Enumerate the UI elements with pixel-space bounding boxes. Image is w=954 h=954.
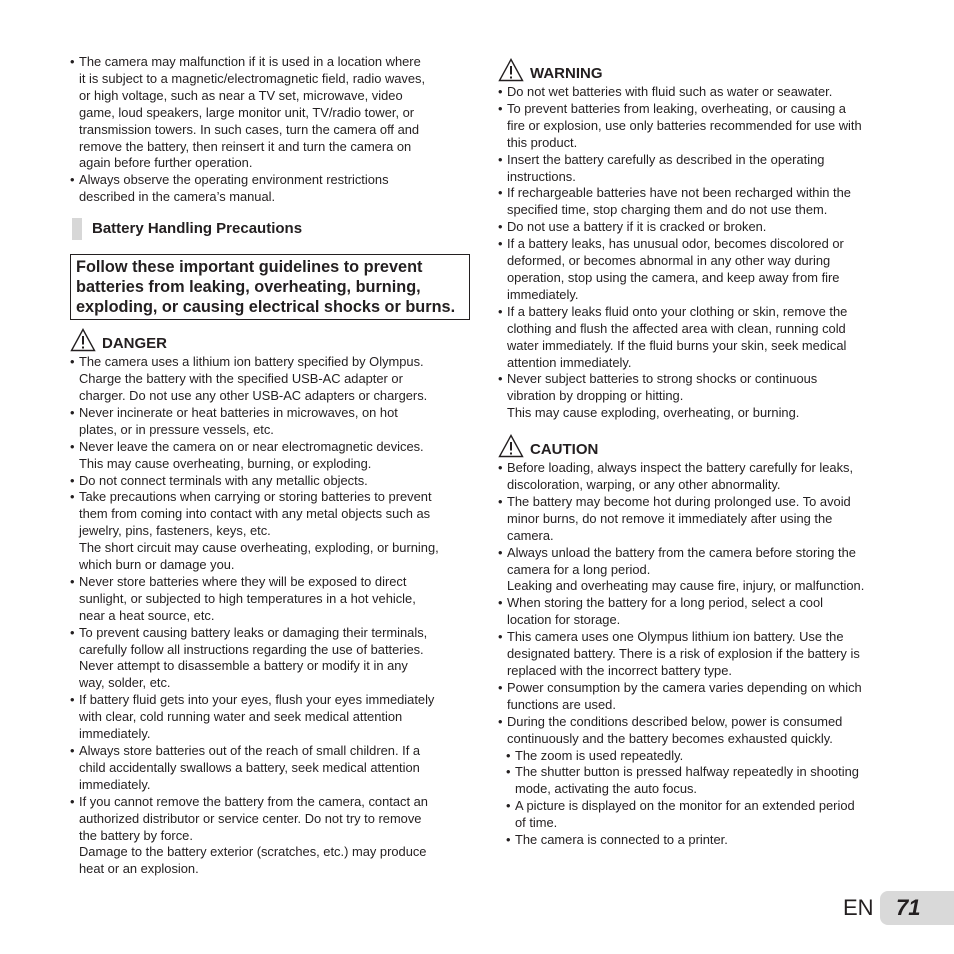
text-line: immediately.: [79, 726, 151, 742]
text-line: deformed, or becomes abnormal in any other way during: [507, 253, 831, 269]
text-line: • Always observe the operating environment restrictions: [79, 172, 389, 188]
list-item: [498, 680, 902, 714]
list-item: [498, 101, 902, 152]
list-item: [498, 629, 902, 680]
text-line: specified time, stop charging them and do not use them.: [507, 202, 828, 218]
text-line: • Do not wet batteries with fluid such as water or seawater.: [507, 84, 833, 99]
list-item: [498, 236, 902, 304]
list-item: [498, 371, 902, 405]
text-line: The short circuit may cause overheating, exploding, or burning,: [79, 540, 439, 556]
text-line: • To prevent batteries from leaking, overheating, or causing a: [507, 100, 846, 116]
text-line: • Take precautions when carrying or storing batteries to prevent: [79, 489, 432, 505]
text-line: way, solder, etc.: [79, 675, 171, 691]
list-item: [70, 54, 472, 172]
list-item: [506, 764, 902, 798]
page-footer: [843, 891, 954, 925]
warning-heading: [498, 58, 902, 84]
text-line: which burn or damage you.: [79, 557, 235, 573]
danger-title: DANGER: [102, 335, 168, 353]
text-line: • The battery may become hot during prolonged use. To avoid: [507, 493, 851, 509]
text-line: fire or explosion, use only batteries recommended for use with: [507, 117, 862, 133]
list-item: [498, 460, 902, 494]
text-line: location for storage.: [507, 612, 621, 628]
text-line: jewelry, pins, fasteners, keys, etc.: [79, 523, 271, 539]
text-line: • If you cannot remove the battery from the camera, contact an: [79, 793, 428, 809]
text-line: • The camera uses a lithium ion battery specified by Olympus.: [79, 354, 424, 370]
text-line: water immediately. If the fluid burns your skin, seek medical: [507, 337, 847, 353]
text-line: authorized distributor or service center. Do not try to remove: [79, 810, 422, 826]
list-item: [498, 84, 902, 101]
text-line: camera.: [507, 527, 554, 543]
text-line: or high voltage, such as near a TV set, microwave, video: [79, 87, 403, 103]
important-line: Follow these important guidelines to prevent: [76, 258, 423, 277]
text-line: immediately.: [79, 776, 151, 792]
list-item: [498, 545, 902, 579]
text-line: • If rechargeable batteries have not been recharged within the: [507, 185, 851, 201]
text-line: • When storing the battery for a long period, select a cool: [507, 595, 823, 611]
list-item: [70, 172, 472, 206]
section-heading: [70, 218, 472, 242]
text-line: minor burns, do not remove it immediately after using the: [507, 510, 833, 526]
text-line: • The camera may malfunction if it is used in a location where: [79, 54, 421, 69]
text-line: This may cause overheating, burning, or exploding.: [79, 455, 372, 471]
text-line: clothing and flush the affected area with clean, running cold: [507, 320, 846, 336]
text-line: continuously and the battery becomes exhausted quickly.: [507, 730, 833, 746]
text-line: • Always unload the battery from the camera before storing the: [507, 544, 856, 560]
text-line: camera for a long period.: [507, 561, 651, 577]
text-line: • Before loading, always inspect the battery carefully for leaks,: [507, 460, 854, 476]
text-line: • The shutter button is pressed halfway repeatedly in shooting: [515, 764, 859, 780]
text-line: • If battery fluid gets into your eyes, flush your eyes immediately: [79, 692, 435, 708]
text-line: remove the battery, then reinsert it and turn the camera on: [79, 138, 412, 154]
list-item: [506, 832, 902, 849]
important-guidelines-box: [70, 254, 470, 320]
list-item: [70, 794, 472, 845]
list-item: [70, 473, 472, 490]
list-item: [70, 405, 472, 439]
text-line: Damage to the battery exterior (scratches, etc.) may produce: [79, 844, 427, 860]
right-column: [498, 54, 902, 849]
text-line: with clear, cold running water and seek medical attention: [79, 709, 403, 725]
important-line: batteries from leaking, overheating, burning,: [76, 278, 421, 297]
text-line: • Always store batteries out of the reach of small children. If a: [79, 743, 421, 758]
list-item: [70, 354, 472, 405]
section-marker-bar: [72, 218, 82, 240]
danger-heading: [70, 328, 472, 354]
list-item: [498, 219, 902, 236]
text-line: • A picture is displayed on the monitor for an extended period: [515, 798, 855, 814]
text-line: • The zoom is used repeatedly.: [515, 747, 684, 763]
text-line: • If a battery leaks, has unusual odor, becomes discolored or: [507, 236, 844, 252]
text-line: again before further operation.: [79, 155, 253, 171]
note-text: [70, 540, 472, 574]
text-line: • Never subject batteries to strong shocks or continuous: [507, 371, 818, 387]
text-line: • Do not connect terminals with any metallic objects.: [79, 472, 368, 488]
page-number-tab: [880, 891, 954, 925]
intro-bullet-list: [70, 54, 472, 206]
note-text: [70, 844, 472, 878]
list-item: [498, 185, 902, 219]
text-line: • Never leave the camera on or near electromagnetic devices.: [79, 438, 424, 454]
text-line: • The camera is connected to a printer.: [515, 832, 728, 848]
text-line: vibration by dropping or hitting.: [507, 388, 684, 404]
important-line: exploding, or causing electrical shocks or burns.: [76, 298, 456, 317]
list-item: [70, 692, 472, 743]
text-line: Never attempt to disassemble a battery or modify it in any: [79, 658, 408, 674]
text-line: the battery by force.: [79, 827, 193, 843]
text-line: immediately.: [507, 286, 579, 302]
caution-bullet-list: [498, 460, 902, 849]
section-title: Battery Handling Precautions: [92, 220, 303, 238]
text-line: operation, stop using the camera, and keep away from fire: [507, 269, 840, 285]
list-item: [70, 574, 472, 625]
text-line: • Never incinerate or heat batteries in microwaves, on hot: [79, 404, 398, 420]
text-line: Charge the battery with the specified USB-AC adapter or: [79, 371, 403, 387]
left-column: [70, 54, 472, 878]
text-line: instructions.: [507, 168, 576, 184]
text-line: • This camera uses one Olympus lithium ion battery. Use the: [507, 629, 844, 645]
warning-triangle-icon: [498, 58, 524, 82]
text-line: it is subject to a magnetic/electromagnetic field, radio waves,: [79, 70, 426, 86]
text-line: attention immediately.: [507, 354, 632, 370]
list-item: [70, 743, 472, 794]
text-line: replaced with the incorrect battery type.: [507, 663, 732, 678]
text-line: discoloration, warping, or any other abnormality.: [507, 477, 781, 493]
text-line: this product.: [507, 134, 578, 150]
text-line: • If a battery leaks fluid onto your clothing or skin, remove the: [507, 303, 848, 319]
list-item: [498, 714, 902, 748]
text-line: • To prevent causing battery leaks or damaging their terminals,: [79, 624, 428, 640]
list-item: [506, 748, 902, 765]
list-item: [70, 489, 472, 540]
text-line: transmission towers. In such cases, turn the camera off and: [79, 121, 420, 137]
warning-bullet-list: [498, 84, 902, 422]
text-line: carefully follow all instructions regarding the use of batteries.: [79, 641, 424, 657]
list-item: [498, 152, 902, 186]
text-line: • Do not use a battery if it is cracked or broken.: [507, 219, 767, 235]
text-line: near a heat source, etc.: [79, 607, 215, 623]
language-label: EN: [843, 895, 874, 920]
warning-title: WARNING: [530, 65, 603, 82]
danger-warning-triangle-icon: [70, 328, 96, 352]
note-text: Leaking and overheating may cause fire, injury, or malfunction.: [507, 578, 865, 594]
list-item: [70, 439, 472, 473]
text-line: them from coming into contact with any metal objects such as: [79, 506, 431, 522]
text-line: mode, activating the auto focus.: [515, 781, 698, 797]
note-text: This may cause exploding, overheating, or burning.: [507, 405, 800, 421]
text-line: designated battery. There is a risk of explosion if the battery is: [507, 646, 860, 662]
text-line: of time.: [515, 815, 558, 831]
text-line: • Insert the battery carefully as described in the operating: [507, 151, 825, 167]
caution-heading: [498, 434, 902, 460]
text-line: • During the conditions described below, power is consumed: [507, 713, 843, 729]
text-line: charger. Do not use any other USB-AC adapters or chargers.: [79, 387, 428, 403]
list-item: [506, 798, 902, 832]
text-line: functions are used.: [507, 696, 616, 712]
text-line: described in the camera’s manual.: [79, 189, 276, 205]
caution-triangle-icon: [498, 434, 524, 458]
text-line: game, loud speakers, large monitor unit, TV/radio tower, or: [79, 104, 415, 120]
list-item: [498, 494, 902, 545]
text-line: • Power consumption by the camera varies depending on which: [507, 679, 862, 695]
caution-title: CAUTION: [530, 441, 599, 459]
list-item: [498, 304, 902, 372]
page-number: 71: [896, 895, 921, 920]
text-line: plates, or in pressure vessels, etc.: [79, 421, 274, 437]
text-line: • Never store batteries where they will be exposed to direct: [79, 573, 407, 589]
list-item: [498, 595, 902, 629]
danger-bullet-list: [70, 354, 472, 878]
text-line: sunlight, or subjected to high temperatures in a hot vehicle,: [79, 590, 416, 606]
text-line: child accidentally swallows a battery, seek medical attention: [79, 759, 420, 775]
text-line: heat or an explosion.: [79, 861, 199, 877]
list-item: [70, 625, 472, 693]
